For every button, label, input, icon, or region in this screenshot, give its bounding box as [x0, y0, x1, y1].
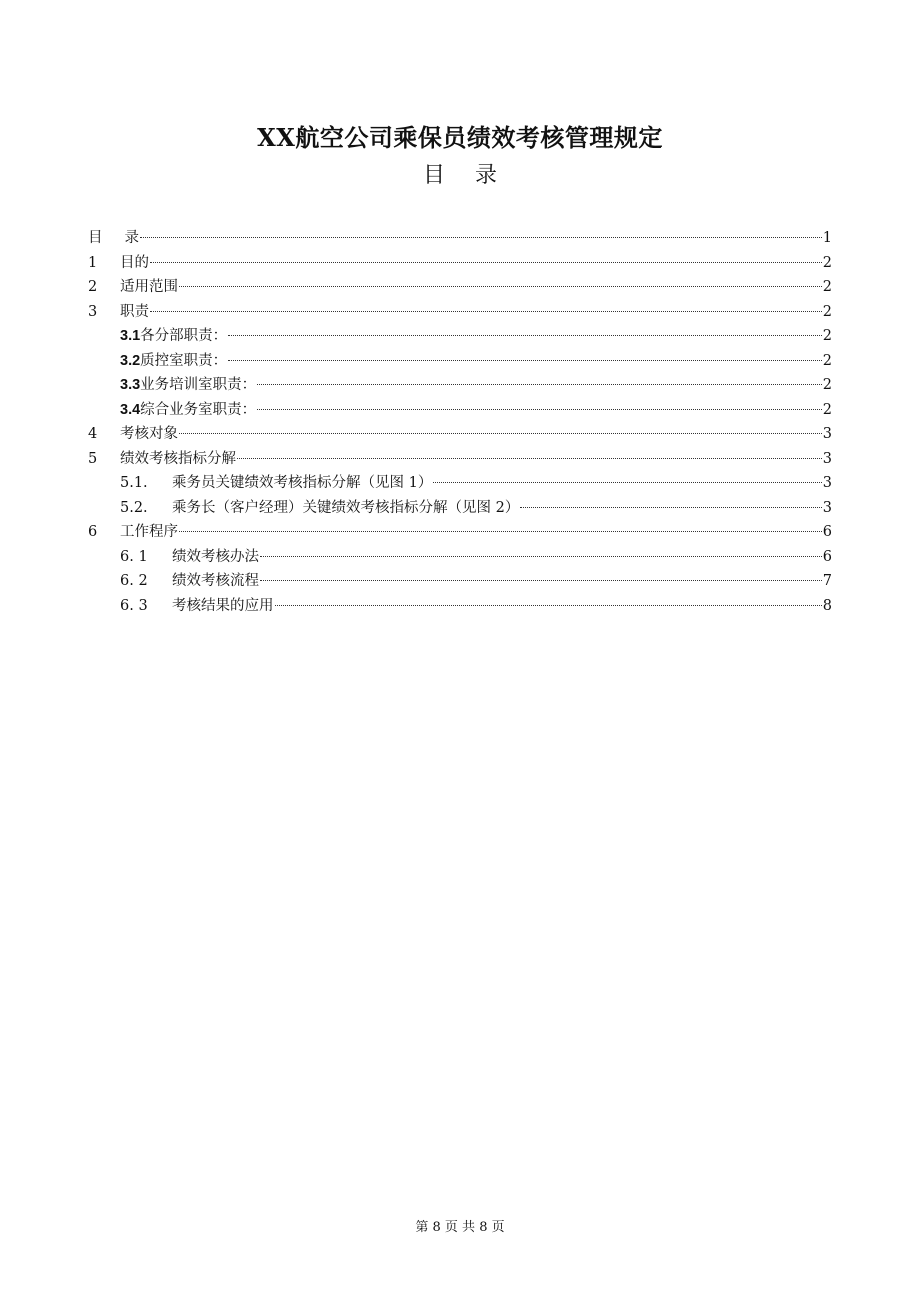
toc-leader-dots [260, 580, 822, 581]
toc-entry-number: 6. 3 [120, 597, 148, 614]
toc-heading [0, 158, 920, 189]
toc-leader-dots [275, 605, 822, 606]
toc-entry-label: 综合业务室职责： [140, 401, 257, 418]
toc-entry-number: 3 [88, 303, 98, 320]
toc-entry-label: 绩效考核办法 [172, 548, 259, 565]
toc-entry-page: 6 [822, 548, 832, 565]
toc-entry-number: 5.2. [120, 499, 148, 516]
toc-entry-number: 6. 1 [120, 548, 148, 565]
toc-heading-right: 录 [475, 163, 498, 188]
toc-leader-dots [179, 286, 822, 287]
toc-entry-label: 各分部职责： [140, 328, 228, 344]
toc-entry-page: 2 [822, 254, 832, 271]
toc-entry[interactable] [88, 373, 832, 398]
toc-entry[interactable] [88, 398, 832, 423]
toc-leader-dots [179, 531, 822, 532]
toc-entry[interactable] [88, 226, 832, 251]
toc-entry-label: 绩效考核流程 [172, 573, 259, 589]
toc-entry-number: 1 [88, 254, 98, 271]
toc-entry[interactable] [88, 569, 832, 594]
toc-entry-label: 绩效考核指标分解 [120, 450, 236, 467]
toc-leader-dots [257, 409, 822, 410]
toc-entry-label: 适用范围 [120, 279, 178, 295]
document-title: XX航空公司乘保员绩效考核管理规定 [257, 123, 663, 152]
toc-entry[interactable] [88, 594, 832, 619]
toc-entry-number: 5.1. [120, 475, 148, 491]
toc-entry-page: 8 [822, 597, 832, 614]
toc-entry-number: 4 [88, 426, 98, 442]
toc-entry-page: 3 [822, 450, 832, 467]
toc-entry-label: 乘务长（客户经理）关键绩效考核指标分解（见图 2） [172, 499, 520, 516]
toc-entry[interactable] [88, 520, 832, 545]
toc-entry-page: 2 [822, 352, 832, 369]
toc-entry-number: 3.2 [120, 352, 141, 369]
toc-entry-label: 职责 [120, 303, 149, 320]
toc-entry[interactable] [88, 471, 832, 496]
toc-entry[interactable] [88, 422, 832, 447]
toc-entry-page: 7 [822, 573, 832, 589]
toc-entry-number: 3.3 [120, 377, 141, 393]
toc-leader-dots [228, 360, 822, 361]
toc-entry-number: 6 [88, 524, 98, 540]
toc-entry-number: 3.1 [120, 328, 141, 344]
toc-entry-label: 考核对象 [120, 426, 178, 442]
toc-entry[interactable] [88, 545, 832, 570]
toc-entry[interactable] [88, 349, 832, 374]
table-of-contents [88, 226, 832, 618]
toc-entry-label: 考核结果的应用 [172, 597, 274, 614]
toc-entry-number: 3.4 [120, 401, 141, 418]
toc-leader-dots [179, 433, 822, 434]
toc-leader-dots [228, 335, 822, 336]
toc-entry-page: 2 [822, 401, 832, 418]
toc-entry-page: 6 [822, 524, 832, 540]
toc-entry-label: 工作程序 [120, 524, 178, 540]
toc-leader-dots [150, 311, 822, 312]
toc-entry-label: 录 [124, 230, 139, 246]
toc-entry-label: 目的 [120, 254, 149, 271]
toc-entry-page: 2 [822, 279, 832, 295]
toc-heading-left: 目 [422, 163, 445, 188]
toc-entry[interactable] [88, 496, 832, 521]
toc-leader-dots [150, 262, 822, 263]
toc-entry-page: 3 [822, 426, 832, 442]
toc-entry-number: 目 [88, 230, 103, 246]
toc-entry-page: 2 [822, 328, 832, 344]
toc-entry-page: 1 [822, 230, 832, 246]
toc-entry-page: 3 [822, 475, 832, 491]
toc-entry-label: 乘务员关键绩效考核指标分解（见图 1） [172, 475, 433, 491]
toc-entry-number: 6. 2 [120, 573, 148, 589]
page-footer: 第 8 页 共 8 页 [415, 1220, 505, 1235]
toc-entry[interactable] [88, 324, 832, 349]
toc-entry-label: 质控室职责： [140, 352, 228, 369]
toc-leader-dots [257, 384, 822, 385]
toc-entry[interactable] [88, 275, 832, 300]
toc-entry-page: 2 [822, 377, 832, 393]
toc-leader-dots [140, 237, 822, 238]
toc-entry-label: 业务培训室职责： [140, 377, 257, 393]
toc-leader-dots [237, 458, 822, 459]
toc-entry[interactable] [88, 251, 832, 276]
toc-entry[interactable] [88, 447, 832, 472]
toc-leader-dots [433, 482, 821, 483]
toc-leader-dots [260, 556, 822, 557]
toc-entry-number: 5 [88, 450, 98, 467]
toc-entry-number: 2 [88, 279, 98, 295]
toc-entry-page: 2 [822, 303, 832, 320]
toc-leader-dots [520, 507, 821, 508]
toc-entry[interactable] [88, 300, 832, 325]
toc-entry-page: 3 [822, 499, 832, 516]
